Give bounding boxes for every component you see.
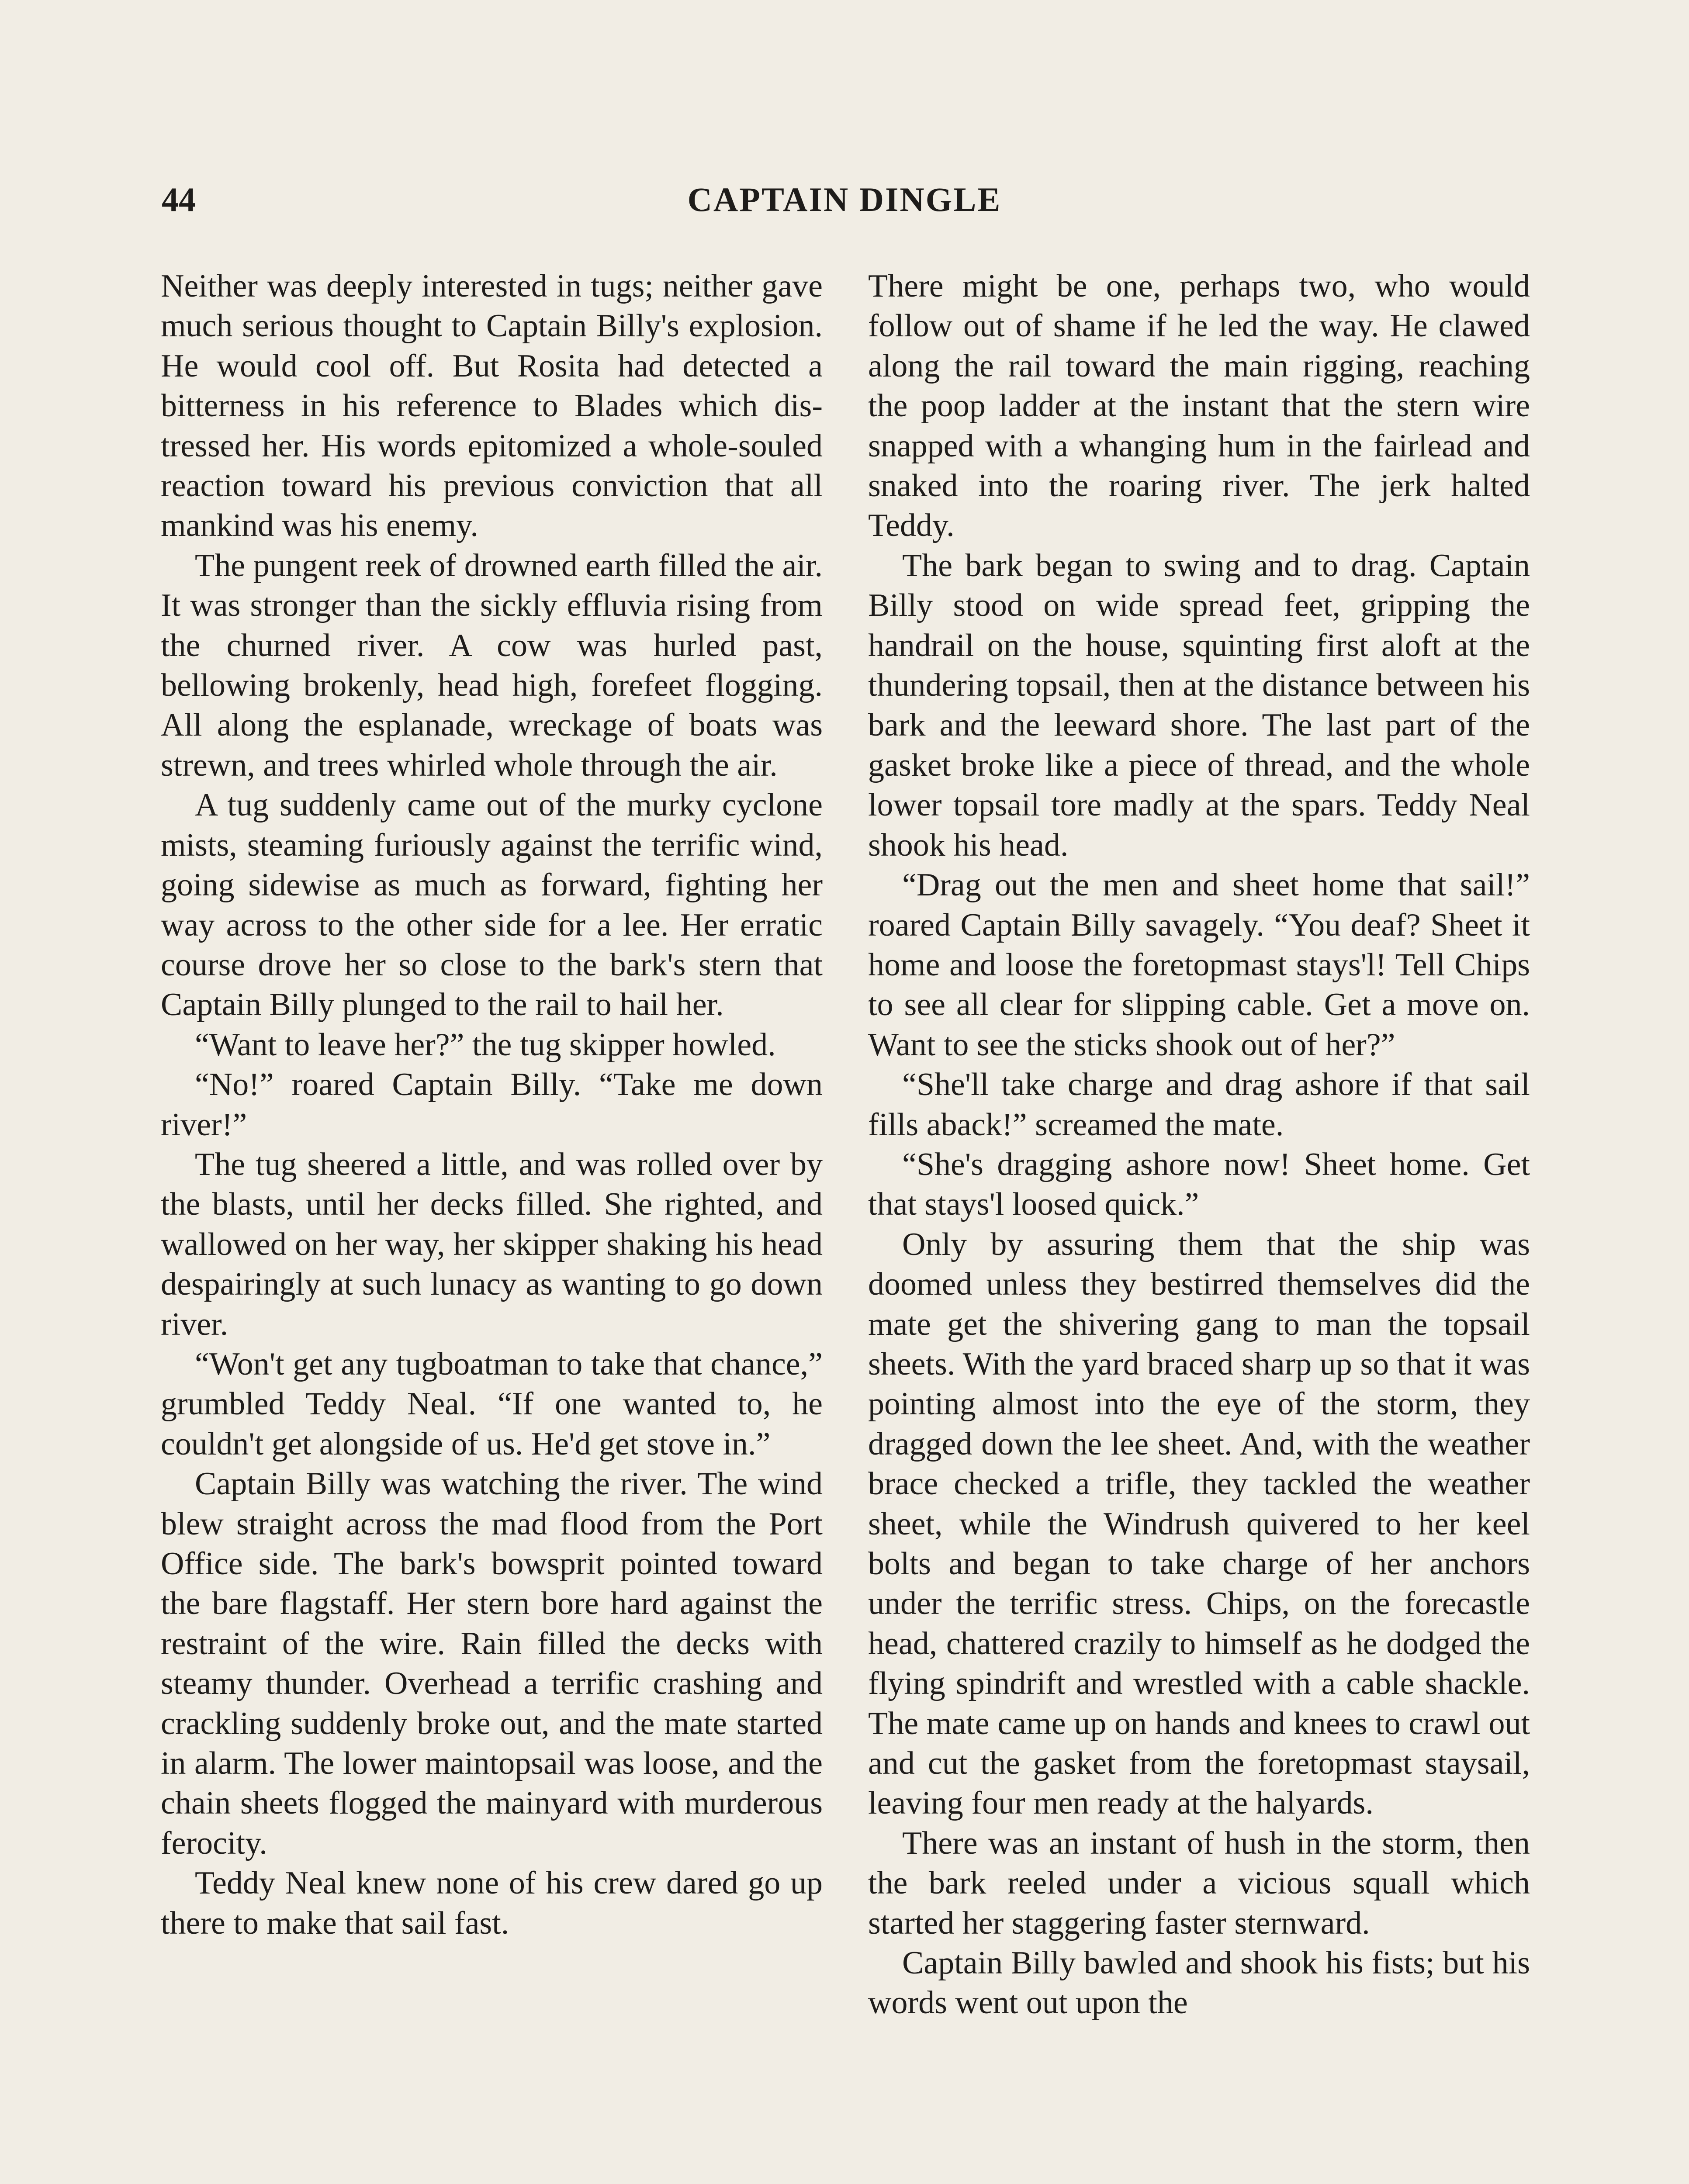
paragraph: “Drag out the men and sheet home that sail!” roared Captain Billy savagely. “You deaf? Sheet it home and loose the foretopmast stays'l! Tell Chips to see all clear for slipping cable. Get a move on. Want to see the sticks shook out of her?” — [868, 867, 1530, 1063]
paragraph: There might be one, perhaps two, who would follow out of shame if he led the way. He clawed along the rail toward the main rigging, reaching the poop ladder at the instant that the stern wire snapped with a whanging hum in the fairlead and snaked into the roaring river. The jerk halted Teddy. — [868, 268, 1530, 544]
left-column — [161, 266, 823, 1943]
paragraph: Captain Billy was watching the river. The wind blew straight across the mad flood from the Port Office side. The bark's bowsprit pointed toward the bare flagstaff. Her stern bore hard against the restraint of the wire. Rain filled the decks with steamy thunder. Overhead a terrific crashing and crackling suddenly broke out, and the mate started in alarm. The lower maintopsail was loose, and the chain sheets flogged the mainyard with murderous ferocity. — [161, 1466, 823, 1861]
paragraph: Only by assuring them that the ship was doomed unless they bestirred themselves did the mate get the shivering gang to man the topsail sheets. With the yard braced sharp up so that it was pointing almost into the eye of the storm, they dragged down the lee sheet. And, with the weather brace checked a trifle, they tackled the weather sheet, while the Windrush quivered to her keel bolts and began to take charge of her anchors under the terrific stress. Chips, on the forecastle head, chattered crazily to himself as he dodged the flying spindrift and wrestled with a cable shackle. The mate came up on hands and knees to crawl out and cut the gasket from the foretopmast staysail, leaving four men ready at the halyards. — [868, 1226, 1530, 1821]
paragraph: “No!” roared Captain Billy. “Take me down river!” — [161, 1067, 823, 1143]
paragraph: The bark began to swing and to drag. Captain Billy stood on wide spread feet, gripping the handrail on the house, squinting first aloft at the thundering topsail, then at the distance between his bark and the leeward shore. The last part of the gasket broke like a piece of thread, and the whole lower topsail tore madly at the spars. Teddy Neal shook his head. — [868, 547, 1530, 863]
paragraph: A tug suddenly came out of the murky cyclone mists, steaming furiously against the terrific wind, going sidewise as much as forward, fighting her way across to the other side for a lee. Her erratic course drove her so close to the bark's stern that Captain Billy plunged to the rail to hail her. — [161, 787, 823, 1023]
page-number: 44 — [162, 180, 196, 218]
paragraph: “Want to leave her?” the tug skipper howled. — [195, 1026, 776, 1063]
running-head: CAPTAIN DINGLE — [687, 180, 1002, 218]
paragraph: Teddy Neal knew none of his crew dared go up there to make that sail fast. — [161, 1865, 823, 1941]
paragraph: The pungent reek of drowned earth filled the air. It was stronger than the sickly effluvia rising from the churned river. A cow was hurled past, bellowing brokenly, head high, forefeet flogging. All along the esplanade, wreckage of boats was strewn, and trees whirled whole through the air. — [161, 547, 823, 783]
paragraph: There was an instant of hush in the storm, then the bark reeled under a vicious squall which started her staggering faster sternward. — [868, 1825, 1530, 1941]
paragraph: The tug sheered a little, and was rolled over by the blasts, until her decks filled. She righted, and wallowed on her way, her skipper shaking his head despairingly at such lunacy as wanting to go down river. — [161, 1146, 823, 1342]
paragraph: Neither was deeply interested in tugs; neither gave much serious thought to Captain Billy's explosion. He would cool off. But Rosita had detected a bitterness in his reference to Blades which distressed her. His words epitomized a whole-souled reaction toward his previous conviction that all mankind was his enemy. — [161, 268, 823, 544]
paragraph: “Won't get any tugboatman to take that chance,” grumbled Teddy Neal. “If one wanted to, he couldn't get alongside of us. He'd get stove in.” — [161, 1346, 823, 1462]
paragraph: Captain Billy bawled and shook his fists; but his words went out upon the — [868, 1945, 1530, 2021]
paragraph: “She's dragging ashore now! Sheet home. Get that stays'l loosed quick.” — [868, 1146, 1530, 1223]
paragraph: “She'll take charge and drag ashore if that sail fills aback!” screamed the mate. — [868, 1067, 1530, 1143]
right-column — [868, 266, 1530, 2023]
